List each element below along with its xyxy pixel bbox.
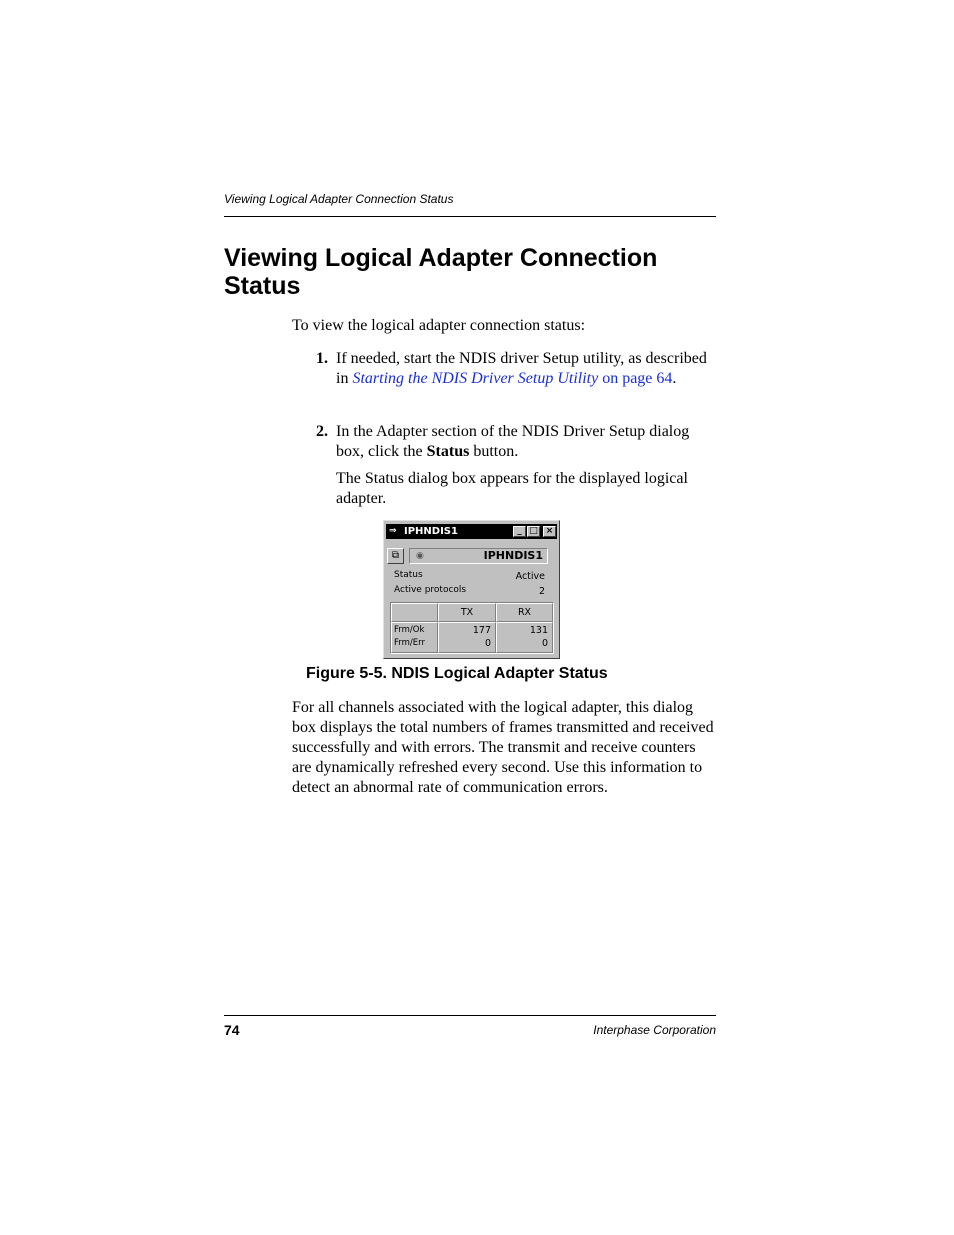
adapter-status-icon: ◉ xyxy=(416,551,424,561)
section-title: Viewing Logical Adapter Connection Status xyxy=(224,244,658,300)
status-dialog xyxy=(383,520,560,659)
step-2 xyxy=(316,422,716,462)
column-header-tx: TX xyxy=(438,603,496,622)
footer-rule xyxy=(224,1015,716,1016)
dialog-titlebar xyxy=(386,524,557,539)
step-1 xyxy=(316,349,716,389)
protocols-label: Active protocols xyxy=(394,585,467,595)
figure-caption: Figure 5-5. NDIS Logical Adapter Status xyxy=(306,665,608,682)
maximize-icon[interactable]: □ xyxy=(527,526,540,537)
row-labels xyxy=(391,622,438,653)
restore-button[interactable] xyxy=(387,548,404,564)
row-label-ok: Frm/Ok xyxy=(394,625,425,635)
adapter-field xyxy=(409,548,548,564)
tx-err-value: 0 xyxy=(484,638,491,649)
step-number: 2. xyxy=(316,423,328,440)
step-text xyxy=(336,349,716,389)
protocols-value: 2 xyxy=(538,586,545,597)
tx-ok-value: 177 xyxy=(472,625,491,636)
counters-table xyxy=(390,602,554,654)
status-button-reference: Status xyxy=(426,443,470,460)
step-number: 1. xyxy=(316,350,328,367)
cross-reference-link[interactable]: Starting the NDIS Driver Setup Utility xyxy=(352,370,599,387)
dialog-title: IPHNDIS1 xyxy=(404,526,458,537)
table-corner xyxy=(391,603,438,622)
status-value: Active xyxy=(515,571,545,582)
step-text-before: If needed, start the NDIS driver Setup utility, as described in xyxy=(336,350,707,387)
step-text-before: In the Adapter section of the NDIS Driver Setup dialog box, click the xyxy=(336,423,690,460)
rx-ok-value: 131 xyxy=(529,625,548,636)
header-rule xyxy=(224,216,716,217)
system-menu-icon[interactable]: ⇒ xyxy=(389,526,397,536)
step-text-after: button. xyxy=(469,443,519,460)
running-header: Viewing Logical Adapter Connection Status xyxy=(224,192,454,206)
intro-text: To view the logical adapter connection status: xyxy=(292,317,586,334)
page-number: 74 xyxy=(224,1022,240,1038)
minimize-icon[interactable]: _ xyxy=(513,526,526,537)
column-header-rx: RX xyxy=(496,603,553,622)
step-text xyxy=(336,422,716,462)
rx-err-value: 0 xyxy=(541,638,548,649)
status-label: Status xyxy=(394,570,423,580)
close-icon[interactable]: × xyxy=(543,526,556,537)
page-reference-link[interactable]: on page 64 xyxy=(598,370,673,387)
step-text-after: . xyxy=(672,370,677,387)
row-label-err: Frm/Err xyxy=(394,638,425,648)
publisher-name: Interphase Corporation xyxy=(593,1023,716,1037)
body-paragraph: For all channels associated with the logical adapter, this dialog box displays the total numbers of frames transmitted and received successfully and with errors. The transmit and receive counters are dynamically refreshed every second. Use this information to detect an abnormal rate of communication errors. xyxy=(292,699,714,796)
restore-icon: ⧉ xyxy=(391,550,400,561)
tx-values xyxy=(438,622,496,653)
rx-values xyxy=(496,622,553,653)
adapter-name: IPHNDIS1 xyxy=(483,549,543,562)
step-note: The Status dialog box appears for the displayed logical adapter. xyxy=(336,470,688,507)
